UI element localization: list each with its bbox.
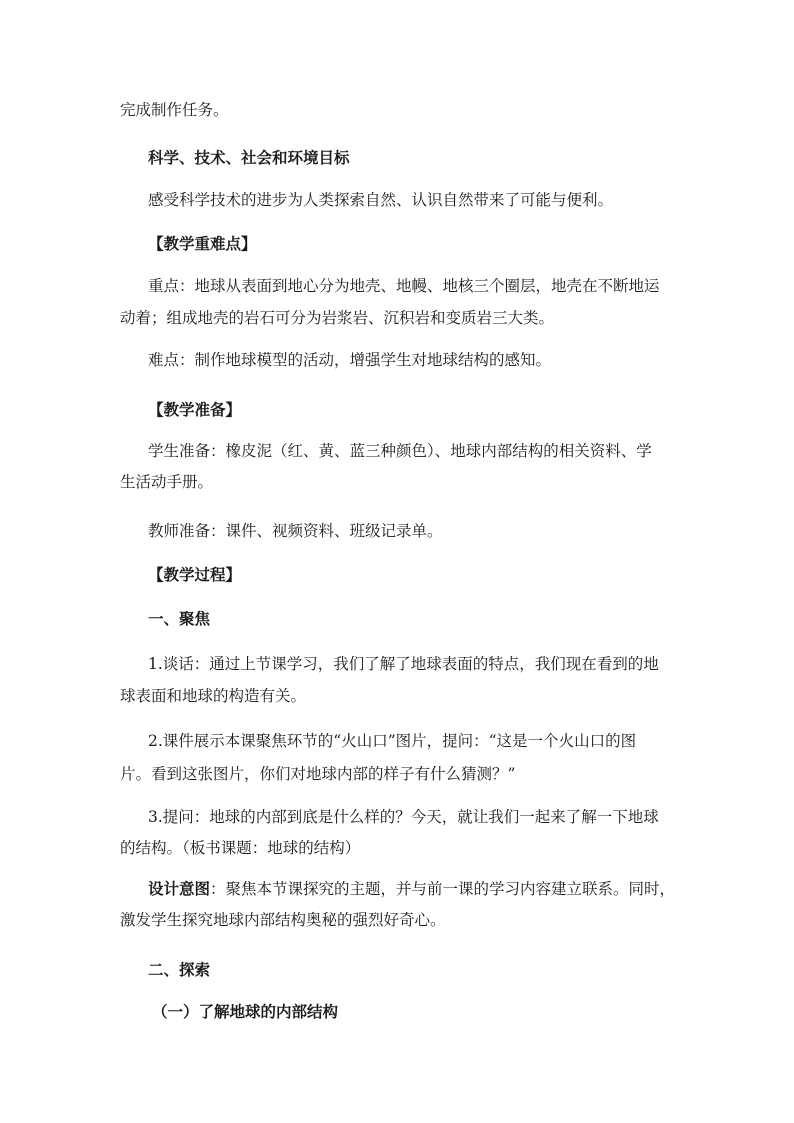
text-line: 生活动手册。 <box>120 473 214 491</box>
section-heading-preparation: 【教学准备】 <box>148 400 242 419</box>
text-line: 球表面和地球的构造有关。 <box>120 687 307 705</box>
subsection-heading-inner-structure: （一）了解地球的内部结构 <box>152 1002 339 1021</box>
text-line: 片。看到这张图片，你们对地球内部的样子有什么猜测？” <box>120 765 516 783</box>
text-line: 学生准备：橡皮泥（红、黄、蓝三种颜色）、地球内部结构的相关资料、学 <box>148 442 652 460</box>
section-heading-key-points: 【教学重难点】 <box>148 234 257 253</box>
design-intent-line <box>148 879 675 899</box>
section-heading-sts-goal: 科学、技术、社会和环境目标 <box>148 148 350 167</box>
design-intent-text: ：聚焦本节课探究的主题，并与前一课的学习内容建立联系。同时， <box>210 880 676 898</box>
text-line: 难点：制作地球模型的活动，增强学生对地球结构的感知。 <box>148 351 552 369</box>
text-line: 2.课件展示本课聚焦环节的“火山口”图片，提问：“这是一个火山口的图 <box>148 732 637 750</box>
text-line: 激发学生探究地球内部结构奥秘的强烈好奇心。 <box>120 911 446 929</box>
text-line: 感受科学技术的进步为人类探索自然、认识自然带来了可能与便利。 <box>148 191 614 209</box>
text-line: 完成制作任务。 <box>120 101 229 119</box>
section-heading-process: 【教学过程】 <box>148 565 242 584</box>
design-intent-label: 设计意图 <box>148 879 211 898</box>
text-line: 的结构。（板书课题：地球的结构） <box>120 839 361 857</box>
text-line: 教师准备：课件、视频资料、班级记录单。 <box>148 522 443 540</box>
text-line: 1.谈话：通过上节课学习，我们了解了地球表面的特点，我们现在看到的地 <box>148 655 659 673</box>
text-line: 3.提问：地球的内部到底是什么样的？今天，就让我们一起来了解一下地球 <box>148 808 659 826</box>
section-heading-explore: 二、探索 <box>148 960 211 979</box>
text-line: 重点：地球从表面到地心分为地壳、地幔、地核三个圈层，地壳在不断地运 <box>148 277 660 295</box>
section-heading-focus: 一、聚焦 <box>148 609 211 628</box>
text-line: 动着；组成地壳的岩石可分为岩浆岩、沉积岩和变质岩三大类。 <box>120 309 555 327</box>
